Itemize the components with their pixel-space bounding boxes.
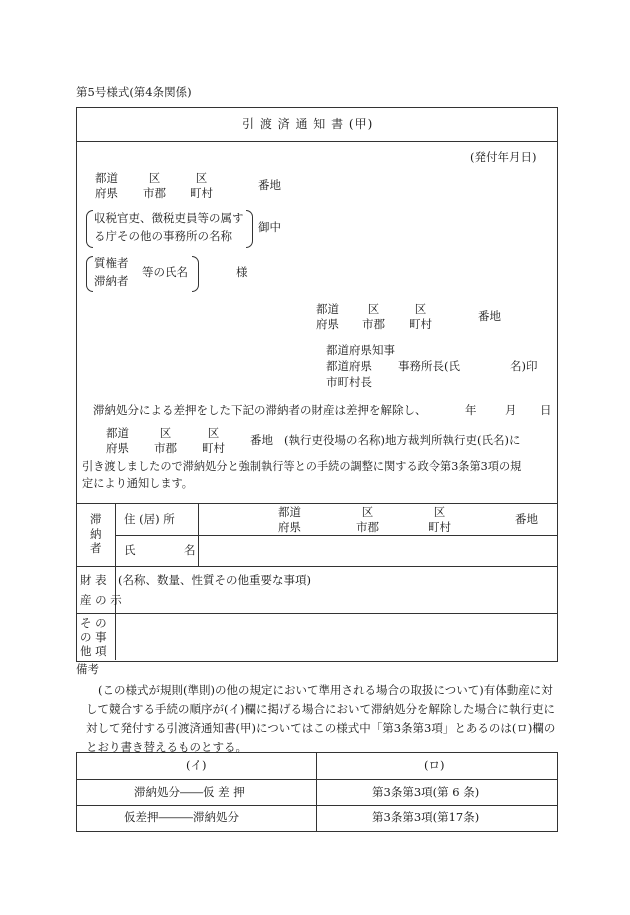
replacement-row-1-ro: 第3条第3項(第 6 条) <box>372 785 480 799</box>
court-address-banchi: 番地 <box>250 433 273 447</box>
table-row-rule-2 <box>76 566 557 567</box>
delinquent-label: 滞納者 <box>94 274 129 288</box>
other-label-line2: の 事 <box>80 630 107 644</box>
recipient-address-town: 区 町村 <box>190 171 213 200</box>
sender-office-head: 事務所長(氏 <box>398 359 460 373</box>
sender-seal: 名)印 <box>510 359 538 373</box>
other-label-line3: 他 項 <box>80 644 107 658</box>
body-year: 年 <box>465 403 477 417</box>
recipient-office-line2: る庁その他の事務所の名称 <box>94 229 232 243</box>
table-label-column-rule <box>115 503 116 660</box>
sama-label: 様 <box>236 265 248 279</box>
page-title: 引 渡 済 通 知 書 (甲) <box>242 117 374 131</box>
body-month: 月 <box>505 403 517 417</box>
sender-governor: 都道府県知事 <box>326 343 395 357</box>
property-description: (名称、数量、性質その他重要な事項) <box>118 573 311 587</box>
recipient-office-line1: 収税官吏、徴税吏員等の属す <box>94 211 244 225</box>
title-divider <box>76 141 557 142</box>
sender-address-town: 区 町村 <box>409 302 432 331</box>
court-address-prefecture: 都道 府県 <box>106 426 129 455</box>
table-row-rule-1 <box>115 535 557 536</box>
remarks-text: (この様式が規則(準則)の他の規定において準用される場合の取扱について)有体動産に対して競合する手続の順序が(イ)欄に掲げる場合において滞納処分を解除した場合に執行吏に対して発付する引渡済通知書(甲)についてはこの様式中「第3条第3項」とあるのは(ロ)欄のとおり書き替えるものとする。 <box>86 683 556 754</box>
delinquent-column-label: 滞 納 者 <box>90 512 102 556</box>
table-address-town: 区 町村 <box>428 505 451 534</box>
form-number: 第5号様式(第4条関係) <box>76 85 192 99</box>
sender-mayor: 市町村長 <box>326 375 372 389</box>
replacement-header-i: (イ) <box>186 758 207 772</box>
table-top-rule <box>76 503 557 504</box>
body-line-4: 定により通知します。 <box>82 477 193 490</box>
residence-label: 住 (居) 所 <box>124 512 175 526</box>
recipient-address-prefecture: 都道 府県 <box>95 171 118 200</box>
body-line-1: 滞納処分による差押をした下記の滞納者の財産は差押を解除し、 <box>93 403 427 417</box>
pledgee-bracket-left <box>86 256 93 292</box>
court-address-city: 区 市郡 <box>154 426 177 455</box>
table-field-column-rule <box>198 503 199 566</box>
name-label-a: 氏 <box>124 543 136 557</box>
table-row-rule-3 <box>76 613 557 614</box>
onchu-label: 御中 <box>258 220 281 234</box>
sender-address-banchi: 番地 <box>478 309 501 323</box>
court-address-town: 区 町村 <box>202 426 225 455</box>
table-address-banchi: 番地 <box>515 512 538 526</box>
replacement-row-2-i: 仮差押―――滞納処分 <box>124 810 239 824</box>
pledgee-label: 質権者 <box>94 256 129 270</box>
sender-address-city: 区 市郡 <box>362 302 385 331</box>
replacement-table-rule-1 <box>76 779 557 780</box>
office-bracket-right <box>246 210 253 248</box>
replacement-row-1-i: 滞納処分――仮 差 押 <box>134 785 245 799</box>
issue-date: (発付年月日) <box>470 150 537 164</box>
name-suffix: 等の氏名 <box>142 265 188 279</box>
sender-prefecture: 都道府県 <box>326 359 372 373</box>
table-address-prefecture: 都道 府県 <box>278 505 301 534</box>
office-bracket-left <box>86 210 93 248</box>
replacement-table-center-rule <box>316 752 317 831</box>
body-line-3: 引き渡しましたので滞納処分と強制執行等との手続の調整に関する政令第3条第3項の規 <box>82 460 522 473</box>
other-label-line1: そ の <box>80 616 107 630</box>
table-address-city: 区 市郡 <box>356 505 379 534</box>
remarks-title: 備考 <box>76 662 99 676</box>
recipient-address-city: 区 市郡 <box>143 171 166 200</box>
property-label-line2: 産 の 示 <box>80 593 122 607</box>
pledgee-bracket-right <box>192 256 199 292</box>
body-line-2-court: (執行吏役場の名称)地方裁判所執行吏(氏名)に <box>284 433 521 447</box>
replacement-header-ro: (ロ) <box>424 758 445 772</box>
replacement-row-2-ro: 第3条第3項(第17条) <box>372 810 480 824</box>
name-label-b: 名 <box>184 543 196 557</box>
recipient-address-banchi: 番地 <box>258 178 281 192</box>
property-label-line1: 財 表 <box>80 573 107 587</box>
sender-address-prefecture: 都道 府県 <box>316 302 339 331</box>
body-day: 日 <box>540 403 552 417</box>
replacement-table-rule-2 <box>76 805 557 806</box>
